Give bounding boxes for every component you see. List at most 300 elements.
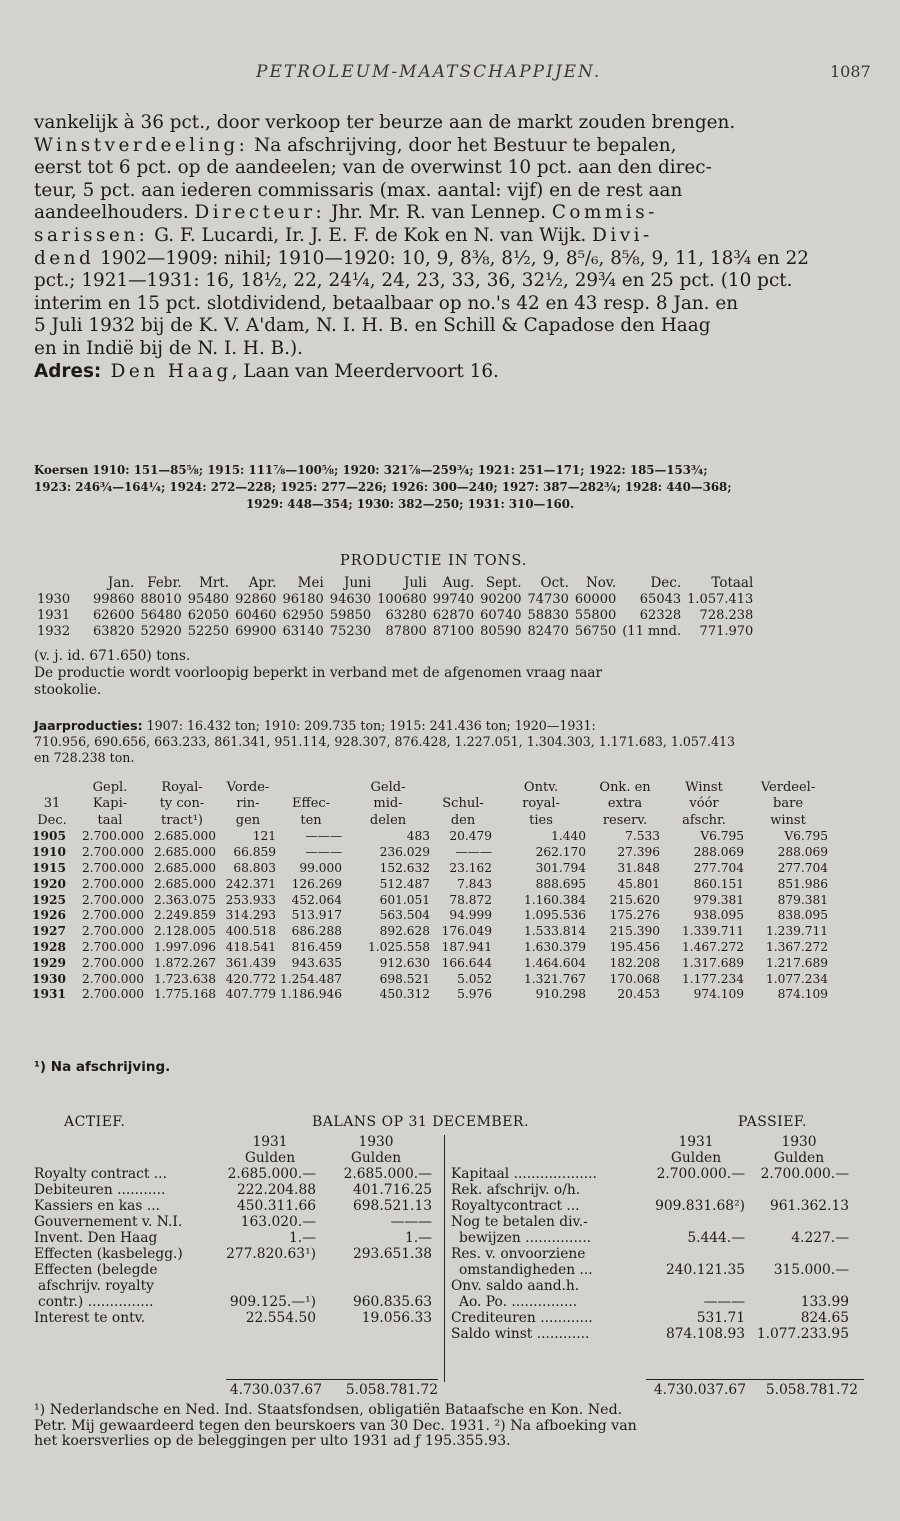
jaarproducties-line xyxy=(34,718,874,734)
financial-cell: 686.288 xyxy=(291,924,343,939)
financial-cell: ——— xyxy=(455,845,493,860)
financial-cell: 175.276 xyxy=(609,908,661,923)
financial-cell: 7.843 xyxy=(457,876,493,891)
balans-year-row xyxy=(32,1134,434,1150)
table-row xyxy=(449,1262,851,1278)
financial-header-cell: bare xyxy=(773,796,804,812)
passief-value: 531.71 xyxy=(696,1310,745,1326)
financial-header-cell: royal- xyxy=(522,796,560,812)
financial-cell: 126.269 xyxy=(291,876,343,891)
financial-cell: 31.848 xyxy=(617,860,661,875)
productie-cell: 88010 xyxy=(140,591,182,607)
financial-cell: 277.704 xyxy=(693,860,745,875)
actief-total-rule xyxy=(226,1379,438,1380)
financial-cell: 176.049 xyxy=(441,924,493,939)
financial-cell: 45.801 xyxy=(617,876,661,891)
financial-cell: 152.632 xyxy=(379,860,431,875)
financial-header-cell xyxy=(278,779,344,796)
table-row xyxy=(449,1294,851,1310)
productie-note: stookolie. xyxy=(34,682,102,698)
table-row xyxy=(32,1198,434,1214)
financial-cell: 215.620 xyxy=(609,892,661,907)
koersen-line: 1929: 448—354; 1930: 382—250; 1931: 310—160. xyxy=(246,497,575,511)
passief-value: 909.831.68²) xyxy=(655,1198,745,1214)
financial-cell: 1920 xyxy=(32,876,66,891)
financial-cell: 563.504 xyxy=(379,908,431,923)
table-row xyxy=(449,1214,851,1230)
productie-col-header: Sept. xyxy=(485,575,522,591)
passief-table xyxy=(449,1134,851,1342)
productie-year: 1931 xyxy=(37,607,71,623)
financial-cell: 400.518 xyxy=(225,924,276,939)
productie-col-header: Juni xyxy=(344,575,372,591)
financial-header-cell: 31 xyxy=(43,796,61,812)
financial-cell: 910.298 xyxy=(535,987,587,1002)
balans-corner xyxy=(32,1134,222,1150)
table-row xyxy=(30,844,830,860)
financial-cell: 1928 xyxy=(32,939,66,954)
productie-row xyxy=(34,623,756,639)
intro-paragraph xyxy=(34,112,866,383)
financial-header-cell: reserv. xyxy=(602,812,648,828)
productie-cell: 60740 xyxy=(480,607,522,623)
balans-corner xyxy=(449,1150,645,1166)
productie-col-header: Mei xyxy=(297,575,324,591)
actief-value: 698.521.13 xyxy=(353,1198,432,1214)
passief-total-1931: 4.730.037.67 xyxy=(653,1382,746,1398)
financial-cell: V6.795 xyxy=(700,829,745,844)
financial-cell: 99.000 xyxy=(299,860,343,875)
financial-cell: 2.700.000 xyxy=(81,892,144,907)
financial-cell: 187.941 xyxy=(441,939,493,954)
financial-cell: 66.859 xyxy=(233,845,276,860)
table-row xyxy=(32,1182,434,1198)
financial-cell: 20.453 xyxy=(617,987,661,1002)
financial-cell: 2.363.075 xyxy=(153,892,216,907)
financial-cell: 1929 xyxy=(32,955,66,970)
balans-unit: Gulden xyxy=(244,1150,296,1166)
actief-value: 1.— xyxy=(405,1230,432,1246)
financial-cell: 236.029 xyxy=(379,845,431,860)
actief-label-cell: contr.) ............... xyxy=(38,1294,154,1310)
financial-cell: 182.208 xyxy=(609,955,661,970)
actief-label-cell: Effecten (kasbelegg.) xyxy=(34,1246,183,1262)
financial-cell: 1.217.689 xyxy=(766,955,829,970)
actief-value xyxy=(222,1278,318,1294)
productie-cell: 52920 xyxy=(140,623,182,639)
financial-cell: 816.459 xyxy=(291,939,343,954)
financial-cell: 1.872.267 xyxy=(153,955,216,970)
table-row xyxy=(449,1310,851,1326)
intro-line xyxy=(34,361,866,384)
adres-city: Den Haag xyxy=(101,360,232,382)
financial-cell: 2.685.000 xyxy=(153,845,216,860)
financial-cell: 94.999 xyxy=(449,908,493,923)
financial-cell: V6.795 xyxy=(784,829,829,844)
productie-cell: 52250 xyxy=(187,623,230,639)
productie-note: De productie wordt voorloopig beperkt in verband met de afgenomen vraag naar xyxy=(34,665,603,681)
financial-table xyxy=(30,779,830,1002)
productie-cell: 92860 xyxy=(235,591,277,607)
productie-cell: 62870 xyxy=(432,607,475,623)
financial-cell: 361.439 xyxy=(225,955,276,970)
financial-cell: 1910 xyxy=(32,845,66,860)
balans-unit: Gulden xyxy=(773,1150,825,1166)
actief-value xyxy=(318,1262,434,1278)
passief-value: 824.65 xyxy=(800,1310,849,1326)
table-row xyxy=(30,955,830,971)
productie-cell: 62600 xyxy=(93,607,135,623)
productie-cell: 96180 xyxy=(282,591,324,607)
financial-header-cell: Verdeel- xyxy=(760,779,816,795)
financial-header-cell: Onk. en xyxy=(599,779,651,795)
productie-cell: 62950 xyxy=(282,607,324,623)
passief-value xyxy=(645,1278,747,1294)
financial-cell: 262.170 xyxy=(535,845,587,860)
passief-value: 1.077.233.95 xyxy=(756,1326,849,1342)
financial-header-cell: Geld- xyxy=(370,779,406,795)
financial-cell: 860.151 xyxy=(693,876,745,891)
financial-cell: 121 xyxy=(252,829,276,844)
financial-cell: 20.479 xyxy=(449,829,493,844)
financial-header-cell: winst xyxy=(770,812,806,828)
intro-text: aandeelhouders. xyxy=(34,202,195,224)
financial-header-cell: Schul- xyxy=(442,796,484,812)
passief-label-cell: bewijzen ............... xyxy=(459,1230,591,1246)
financial-header-cell: taal xyxy=(97,812,123,828)
productie-cell: 80590 xyxy=(480,623,522,639)
table-row xyxy=(449,1230,851,1246)
financial-cell: 1.077.234 xyxy=(766,971,829,986)
actief-label-cell: Effecten (belegde xyxy=(34,1262,158,1278)
intro-text: G. F. Lucardi, Ir. J. E. F. de Kok en N. van Wijk. xyxy=(148,224,593,246)
table-row xyxy=(30,923,830,939)
financial-header-cell: extra xyxy=(607,796,643,812)
actief-label-cell: Debiteuren ........... xyxy=(34,1182,166,1198)
financial-cell: 2.700.000 xyxy=(81,971,144,986)
balans-year: 1930 xyxy=(781,1134,817,1150)
passief-label-cell: Rek. afschrijv. o/h. xyxy=(451,1182,581,1198)
financial-header-cell: Vorde- xyxy=(226,779,270,795)
financial-cell: 215.390 xyxy=(609,924,661,939)
table-row xyxy=(449,1166,851,1182)
financial-cell: 838.095 xyxy=(777,908,829,923)
table-row xyxy=(32,1246,434,1262)
koersen-line: 1923: 246¾—164¼; 1924: 272—228; 1925: 277—226; 1926: 300—240; 1927: 387—282¾; 1928: 440—368; xyxy=(34,480,732,494)
financial-cell: 1915 xyxy=(32,860,66,875)
table-row xyxy=(32,1214,434,1230)
financial-header-cell: vóór xyxy=(689,796,719,812)
financial-header-cell: Kapi- xyxy=(92,796,128,812)
financial-cell: 1926 xyxy=(32,908,66,923)
passief-total-rule xyxy=(646,1379,864,1380)
financial-cell: 974.109 xyxy=(693,987,745,1002)
financial-cell: 2.700.000 xyxy=(81,876,144,891)
financial-header-cell: rin- xyxy=(236,796,260,812)
productie-row xyxy=(34,591,756,607)
jaarproducties-block xyxy=(34,718,874,766)
intro-line: vankelijk à 36 pct., door verkoop ter beurze aan de markt zouden brengen. xyxy=(34,112,736,133)
financial-cell: 483 xyxy=(406,829,431,844)
footnote-line: Petr. Mij gewaardeerd tegen den beurskoers van 30 Dec. 1931. ²) Na afboeking van xyxy=(34,1417,637,1434)
financial-cell: 418.541 xyxy=(225,939,276,954)
productie-col-header: Totaal xyxy=(711,575,754,591)
intro-text: Na afschrijving, door het Bestuur te bepalen, xyxy=(248,134,677,156)
financial-header-cell: gen xyxy=(235,812,261,828)
financial-cell: 5.976 xyxy=(457,987,493,1002)
financial-header-cell xyxy=(30,779,74,796)
productie-cell: 100680 xyxy=(377,591,427,607)
intro-line xyxy=(34,202,866,225)
balans-year: 1931 xyxy=(678,1134,714,1150)
financial-cell: 1.723.638 xyxy=(153,971,216,986)
table-row xyxy=(32,1278,434,1294)
productie-cell: 74730 xyxy=(527,591,569,607)
table-row xyxy=(30,860,830,876)
productie-cell: 63280 xyxy=(385,607,427,623)
financial-cell: 1.440 xyxy=(551,829,587,844)
financial-cell: 1925 xyxy=(32,892,66,907)
productie-cell: 62050 xyxy=(187,607,230,623)
actief-value: 277.820.63¹) xyxy=(226,1246,316,1262)
passief-value xyxy=(747,1182,851,1198)
financial-cell: 851.986 xyxy=(777,876,829,891)
financial-cell: 2.700.000 xyxy=(81,924,144,939)
actief-value: 909.125.—¹) xyxy=(229,1294,316,1310)
financial-cell: 407.779 xyxy=(225,987,276,1002)
table-row xyxy=(30,971,830,987)
productie-cell: (11 mnd. xyxy=(622,623,682,639)
actief-value: 450.311.66 xyxy=(237,1198,316,1214)
actief-total-1931: 4.730.037.67 xyxy=(229,1382,322,1398)
financial-header-cell: Winst xyxy=(685,779,723,795)
financial-header-cell: ten xyxy=(300,812,322,828)
passief-label-cell: omstandigheden ... xyxy=(459,1262,593,1278)
financial-cell: 888.695 xyxy=(535,876,587,891)
table-row xyxy=(30,892,830,908)
table-row xyxy=(30,876,830,892)
financial-cell: 195.456 xyxy=(609,939,661,954)
table-row xyxy=(32,1310,434,1326)
intro-line xyxy=(34,248,866,271)
table-row xyxy=(32,1294,434,1310)
actief-label-cell: Royalty contract ... xyxy=(34,1166,167,1182)
passief-value xyxy=(747,1214,851,1230)
passief-value: 5.444.— xyxy=(687,1230,745,1246)
koersen-line: Koersen 1910: 151—85⅝; 1915: 111⅞—100⅝; 1920: 321⅞—259¾; 1921: 251—171; 1922: 185—153¾; xyxy=(34,463,708,477)
financial-cell: 1.339.711 xyxy=(682,924,745,939)
footnote-line: ¹) Nederlandsche en Ned. Ind. Staatsfondsen, obligatiën Bataafsche en Kon. Ned. xyxy=(34,1402,623,1418)
financial-cell: 2.700.000 xyxy=(81,829,144,844)
table-row xyxy=(30,986,830,1002)
actief-value: ——— xyxy=(390,1214,432,1230)
passief-value: 2.700.000.— xyxy=(656,1166,745,1182)
productie-cell: 56480 xyxy=(140,607,182,623)
financial-header-cell: Gepl. xyxy=(92,779,128,795)
running-header: PETROLEUM-MAATSCHAPPIJEN. xyxy=(256,62,602,82)
jaarproducties-label: Jaarproducties: xyxy=(34,718,143,733)
actief-value: 401.716.25 xyxy=(353,1182,432,1198)
passief-value xyxy=(747,1278,851,1294)
intro-line: eerst tot 6 pct. op de aandeelen; van de overwinst 10 pct. aan den direc- xyxy=(34,157,712,179)
commissarissen-label: Commis- xyxy=(551,202,658,224)
financial-cell: 170.068 xyxy=(609,971,661,986)
productie-col-header: Dec. xyxy=(650,575,682,591)
table-row xyxy=(32,1262,434,1278)
passief-label-cell: Crediteuren ............ xyxy=(451,1310,593,1326)
financial-cell: 452.064 xyxy=(291,892,343,907)
productie-cell: 99860 xyxy=(93,591,135,607)
financial-cell: 1.997.096 xyxy=(153,939,216,954)
productie-row xyxy=(34,607,756,623)
financial-cell: 1.533.814 xyxy=(524,924,587,939)
productie-col-header: Nov. xyxy=(585,575,617,591)
financial-cell: 1.254.487 xyxy=(280,971,343,986)
financial-header-row xyxy=(30,779,830,796)
financial-cell: 698.521 xyxy=(379,971,431,986)
financial-cell: ——— xyxy=(305,845,343,860)
financial-header-cell xyxy=(432,779,494,796)
financial-cell: 301.794 xyxy=(535,860,587,875)
actief-label-cell: Invent. Den Haag xyxy=(34,1230,158,1246)
table-row xyxy=(32,1166,434,1182)
balans-corner xyxy=(449,1134,645,1150)
financial-cell: 2.700.000 xyxy=(81,955,144,970)
table-row xyxy=(30,907,830,923)
productie-cell: 728.238 xyxy=(699,607,754,623)
financial-cell: 2.685.000 xyxy=(153,860,216,875)
financial-cell: 1905 xyxy=(32,829,66,844)
balans-year-row xyxy=(449,1134,851,1150)
financial-header-cell: Royal- xyxy=(161,779,203,795)
actief-table xyxy=(32,1134,434,1326)
dividend-label: Divi- xyxy=(592,224,653,246)
financial-header-row xyxy=(30,812,830,829)
financial-header-cell: Dec. xyxy=(37,812,67,828)
actief-label-cell: afschrijv. royalty xyxy=(38,1278,154,1294)
actief-value xyxy=(318,1278,434,1294)
productie-cell: 95480 xyxy=(187,591,230,607)
financial-cell: 1930 xyxy=(32,971,66,986)
financial-cell: 1.160.384 xyxy=(524,892,587,907)
passief-label-cell: Ao. Po. ............... xyxy=(459,1294,578,1310)
actief-value: 1.— xyxy=(289,1230,316,1246)
balans-unit-row xyxy=(32,1150,434,1166)
financial-cell: 78.872 xyxy=(449,892,493,907)
financial-cell: 874.109 xyxy=(777,987,829,1002)
balans-corner xyxy=(32,1150,222,1166)
productie-cell: 87800 xyxy=(385,623,427,639)
balans-unit-row xyxy=(449,1150,851,1166)
dividend-label-cont: dend xyxy=(34,247,95,269)
financial-header-cell: ty con- xyxy=(159,796,205,812)
passief-label-cell: Onv. saldo aand.h. xyxy=(451,1278,580,1294)
adres-label: Adres: xyxy=(34,360,102,382)
productie-col-header: Febr. xyxy=(147,575,182,591)
financial-footnote: ¹) Na afschrijving. xyxy=(34,1059,171,1075)
productie-header-row xyxy=(34,575,756,591)
financial-cell: 2.700.000 xyxy=(81,939,144,954)
productie-col-header: Aug. xyxy=(442,575,475,591)
actief-value: 293.651.38 xyxy=(353,1246,432,1262)
financial-cell: 912.630 xyxy=(379,955,431,970)
productie-cell: 65043 xyxy=(639,591,682,607)
passief-label-cell: Nog te betalen div.- xyxy=(451,1214,588,1230)
productie-cell: 63140 xyxy=(282,623,324,639)
productie-cell: 1.057.413 xyxy=(687,591,754,607)
financial-cell: 288.069 xyxy=(777,845,829,860)
intro-line: pct.; 1921—1931: 16, 18½, 22, 24¼, 24, 23, 33, 36, 32½, 29¾ en 25 pct. (10 pct. xyxy=(34,270,793,292)
financial-cell: 450.312 xyxy=(379,987,431,1002)
jaarproducties-line: 710.956, 690.656, 663.233, 861.341, 951.114, 928.307, 876.428, 1.227.051, 1.304.303, 1.171.683, 1.057.413 xyxy=(34,734,735,749)
productie-note: (v. j. id. 671.650) tons. xyxy=(34,648,191,664)
table-row xyxy=(32,1230,434,1246)
financial-cell: 314.293 xyxy=(225,908,276,923)
financial-cell: 1927 xyxy=(32,924,66,939)
productie-corner xyxy=(34,575,90,591)
financial-cell: 27.396 xyxy=(617,845,661,860)
productie-notes xyxy=(34,648,874,699)
financial-cell: 2.700.000 xyxy=(81,845,144,860)
financial-cell: 979.381 xyxy=(693,892,745,907)
actief-value: 2.685.000.— xyxy=(343,1166,432,1182)
passief-value: ——— xyxy=(703,1294,745,1310)
productie-cell: 94630 xyxy=(329,591,372,607)
productie-col-header: Jan. xyxy=(107,575,135,591)
productie-title: PRODUCTIE IN TONS. xyxy=(340,553,528,569)
passief-value: 4.227.— xyxy=(791,1230,849,1246)
financial-cell: 1.367.272 xyxy=(766,939,829,954)
financial-cell: 1.095.536 xyxy=(524,908,587,923)
financial-cell: 1931 xyxy=(32,987,66,1002)
financial-header-cell: Ontv. xyxy=(523,779,559,795)
financial-cell: 2.128.005 xyxy=(153,924,216,939)
financial-cell: 1.630.379 xyxy=(524,939,587,954)
table-row xyxy=(449,1246,851,1262)
productie-cell: 56750 xyxy=(574,623,617,639)
passief-label-cell: Kapitaal ................... xyxy=(451,1166,597,1182)
passief-value: 240.121.35 xyxy=(666,1262,745,1278)
financial-cell: 253.933 xyxy=(225,892,276,907)
financial-header-cell: delen xyxy=(369,812,407,828)
actief-value: 960.835.63 xyxy=(353,1294,432,1310)
financial-cell: 1.467.272 xyxy=(682,939,745,954)
actief-value: 2.685.000.— xyxy=(227,1166,316,1182)
intro-line: en in Indië bij de N. I. H. B.). xyxy=(34,337,304,359)
financial-cell: 513.917 xyxy=(291,908,343,923)
balans-year: 1930 xyxy=(358,1134,394,1150)
passief-value: 961.362.13 xyxy=(770,1198,849,1214)
financial-cell: 943.635 xyxy=(291,955,343,970)
passief-label-cell: Royaltycontract ... xyxy=(451,1198,580,1214)
actief-value: 222.204.88 xyxy=(237,1182,316,1198)
financial-cell: 242.371 xyxy=(225,876,276,891)
jaarproducties-line: en 728.238 ton. xyxy=(34,750,135,765)
productie-cell: 771.970 xyxy=(699,623,754,639)
financial-cell: 2.685.000 xyxy=(153,829,216,844)
financial-cell: 512.487 xyxy=(379,876,431,891)
intro-line: interim en 15 pct. slotdividend, betaalbaar op no.'s 42 en 43 resp. 8 Jan. en xyxy=(34,292,739,314)
intro-line: 5 Juli 1932 bij de K. V. A'dam, N. I. H. B. en Schill & Capadose den Haag xyxy=(34,315,711,337)
productie-col-header: Apr. xyxy=(248,575,277,591)
financial-cell: 2.700.000 xyxy=(81,987,144,1002)
balans-unit: Gulden xyxy=(350,1150,402,1166)
productie-cell: 55800 xyxy=(574,607,617,623)
passief-label: PASSIEF. xyxy=(738,1114,807,1130)
footnotes xyxy=(34,1403,866,1450)
table-row xyxy=(449,1326,851,1342)
footnote-line: het koersverlies op de beleggingen per ulto 1931 ad ƒ 195.355.93. xyxy=(34,1433,511,1450)
